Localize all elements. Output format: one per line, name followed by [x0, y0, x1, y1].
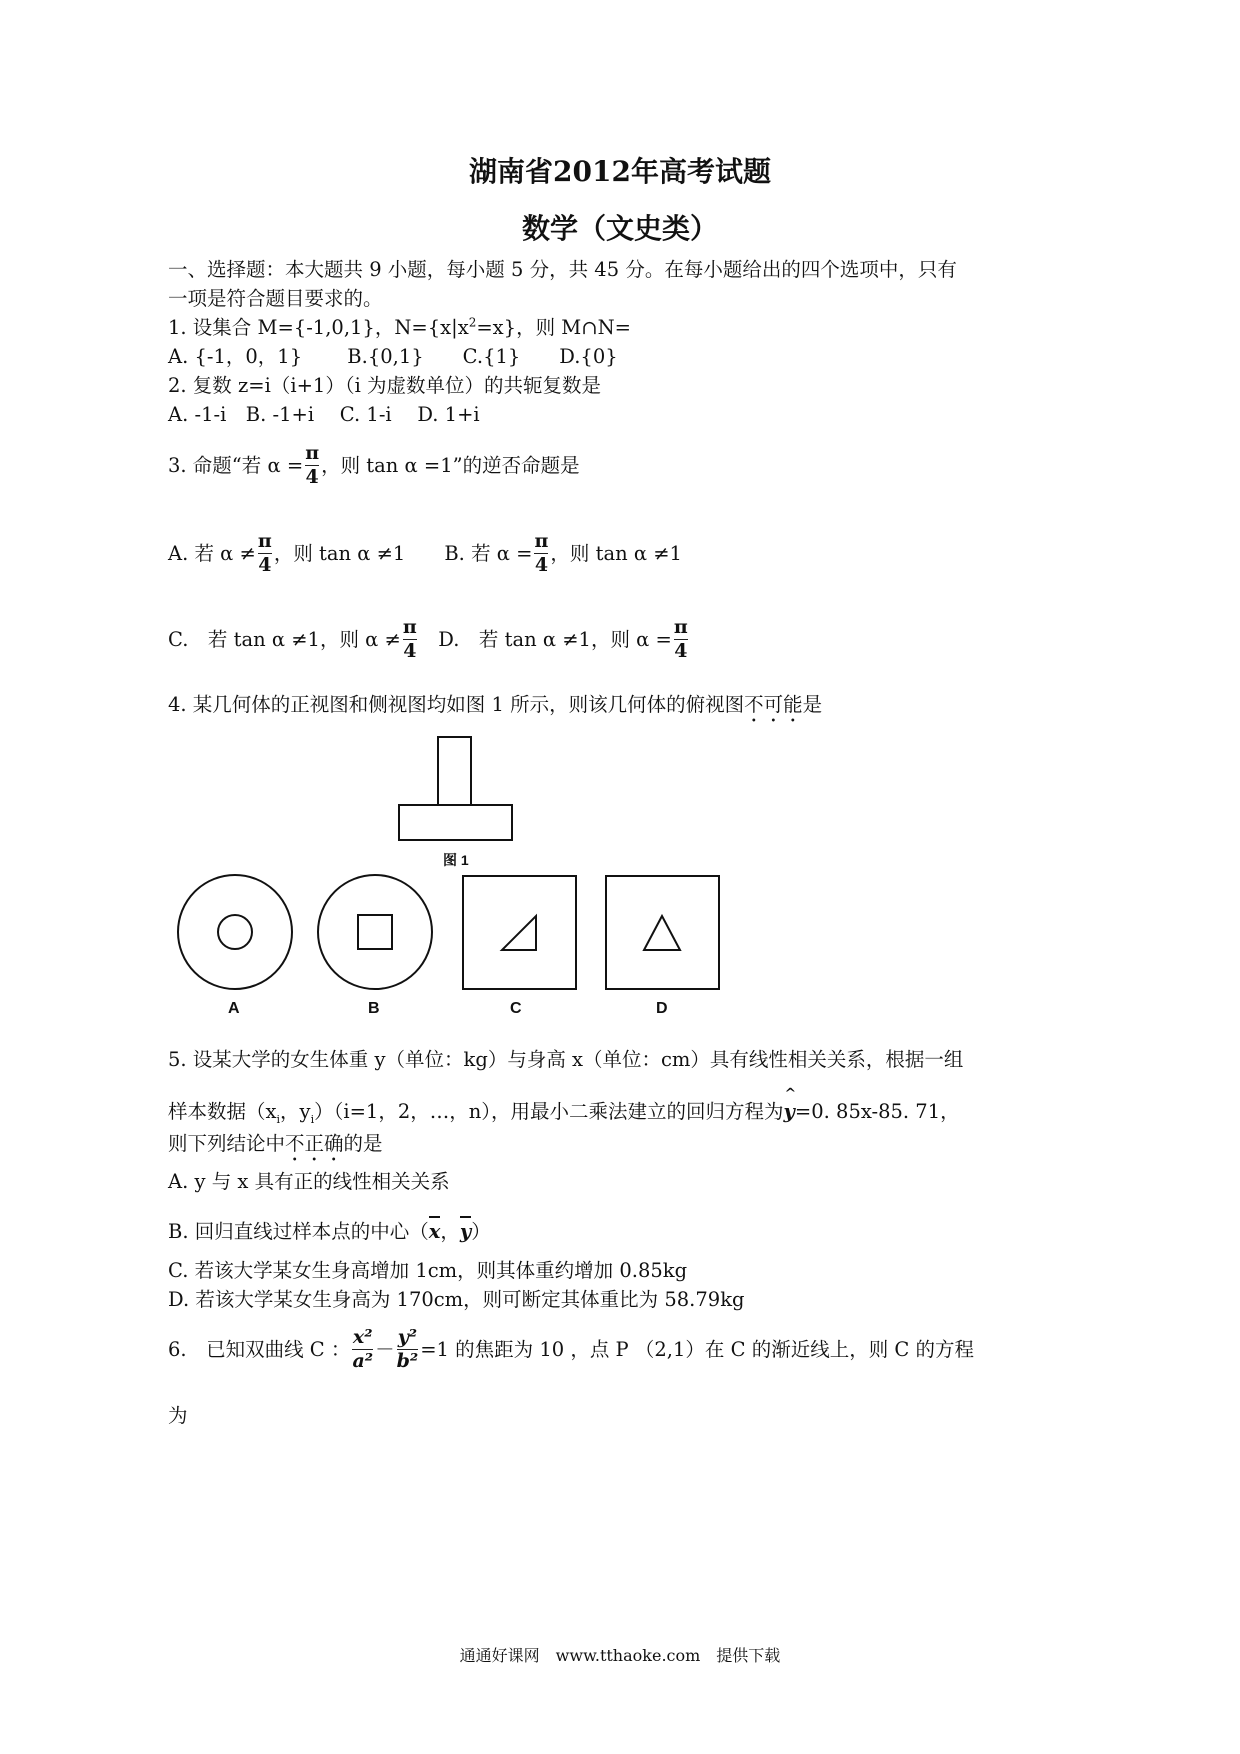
q5-stem-line2 — [168, 1096, 960, 1126]
q5-option-b-separator: ， — [440, 1220, 460, 1243]
option-a-outer-circle — [178, 875, 292, 989]
fraction-x2-over-a2 — [352, 1328, 373, 1371]
section-intro-line2: 一项是符合题目要求的。 — [168, 287, 383, 310]
q1-stem-superscript: 2 — [468, 315, 477, 330]
q4-stem-emphasis: 不可能 — [744, 693, 803, 716]
q5-line2-part-a: 样本数据（x — [168, 1100, 277, 1123]
q2-stem: 2. 复数 z=i（i+1）（i 为虚数单位）的共轭复数是 — [168, 374, 602, 397]
q5-line2-subscript-2: i — [310, 1112, 315, 1126]
page-subtitle: 数学（文史类） — [521, 212, 718, 245]
q5-line2-subscript-1: i — [276, 1112, 281, 1126]
y-bar-symbol: y — [459, 1220, 472, 1243]
q6-stem — [168, 1328, 974, 1371]
fraction-numerator: π — [257, 530, 272, 552]
fraction-numerator: π — [673, 616, 688, 638]
q4-stem-part-b: 是 — [802, 693, 823, 716]
q5-line3-part-a: 则下列结论中 — [168, 1132, 286, 1155]
fraction-numerator: π — [305, 442, 320, 464]
q6-stem-part-a: 6. 已知双曲线 C ： — [168, 1337, 351, 1361]
fraction-denominator: 4 — [305, 466, 319, 488]
q3-option-d-text: D. 若 tan α ≠1，则 α = — [418, 627, 672, 651]
fraction-pi-over-4 — [674, 618, 688, 661]
page-title: 湖南省2012年高考试题 — [469, 155, 771, 188]
q1-stem — [168, 312, 631, 340]
y-hat-symbol: ^ y — [784, 1100, 795, 1123]
option-b-outer-circle — [318, 875, 432, 989]
q5-line2-part-c: ）（i=1，2，…，n），用最小二乘法建立的回归方程为 — [314, 1100, 784, 1123]
q3-options-cd — [168, 618, 690, 661]
q5-line3-emphasis: 不正确 — [285, 1132, 344, 1155]
fraction-denominator: b² — [396, 1350, 419, 1372]
fraction-numerator: x² — [352, 1326, 373, 1348]
q5-option-b-part-a: B. 回归直线过样本点的中心（ — [168, 1220, 429, 1243]
q4-option-figures — [170, 872, 730, 1002]
x-bar-symbol: x — [428, 1220, 441, 1243]
q4-stem-part-a: 4. 某几何体的正视图和侧视图均如图 1 所示，则该几何体的俯视图 — [168, 693, 745, 716]
q3-stem-part-b: ，则 tan α =1”的逆否命题是 — [321, 453, 580, 477]
option-b-label: B — [368, 1000, 380, 1017]
fraction-numerator: π — [402, 616, 417, 638]
q5-option-d: D. 若该大学某女生身高为 170cm，则可断定其体重比为 58.79kg — [168, 1288, 745, 1311]
q5-option-b — [168, 1216, 491, 1244]
q5-option-a: A. y 与 x 具有正的线性相关关系 — [168, 1170, 450, 1193]
fraction-denominator: 4 — [674, 640, 688, 662]
page-footer: 通通好课网 www.tthaoke.com 提供下载 — [459, 1646, 781, 1665]
q1-options: A. {-1，0，1} B.{0,1} C.{1} D.{0} — [168, 345, 618, 368]
option-a-label: A — [228, 1000, 240, 1017]
q5-option-b-part-b: ） — [471, 1220, 491, 1243]
option-c-right-triangle — [502, 916, 536, 950]
q4-stem — [168, 689, 822, 727]
option-d-label: D — [656, 1000, 668, 1017]
q3-options-ab — [168, 532, 682, 575]
q5-stem-line1: 5. 设某大学的女生体重 y（单位：kg）与身高 x（单位：cm）具有线性相关关系，根据一组 — [168, 1048, 964, 1071]
q1-stem-part-a: 1. 设集合 M={-1,0,1}，N={x|x — [168, 316, 469, 339]
q6-stem-part-b: =1 的焦距为 10 ，点 P （2,1）在 C 的渐近线上，则 C 的方程 — [420, 1337, 975, 1361]
figure-1-upper-rect — [438, 737, 471, 805]
q3-option-c-text: C. 若 tan α ≠1，则 α ≠ — [168, 627, 401, 651]
option-d-outer-square — [606, 876, 719, 989]
q6-stem-continued: 为 — [168, 1404, 188, 1427]
fraction-numerator: π — [534, 530, 549, 552]
fraction-pi-over-4 — [403, 618, 417, 661]
figure-1-front-view — [390, 734, 530, 864]
fraction-y2-over-b2 — [397, 1328, 419, 1371]
fraction-pi-over-4 — [534, 532, 548, 575]
fraction-denominator: 4 — [258, 554, 272, 576]
option-c-label: C — [510, 1000, 522, 1017]
q1-stem-part-b: =x}，则 M∩N= — [476, 316, 631, 339]
q5-line3-part-b: 的是 — [343, 1132, 383, 1155]
q5-line2-part-b: ，y — [280, 1100, 311, 1123]
q3-stem-part-a: 3. 命题“若 α = — [168, 453, 304, 477]
q5-option-c: C. 若该大学某女生身高增加 1cm，则其体重约增加 0.85kg — [168, 1259, 688, 1282]
section-intro-line1: 一、选择题：本大题共 9 小题，每小题 5 分，共 45 分。在每小题给出的四个选项中，只有 — [168, 258, 957, 281]
fraction-denominator: a² — [352, 1350, 374, 1372]
option-a-inner-circle — [218, 915, 252, 949]
q3-option-b-text: ，则 tan α ≠1 B. 若 α = — [273, 541, 533, 565]
q2-options: A. -1-i B. -1+i C. 1-i D. 1+i — [168, 403, 480, 426]
fraction-pi-over-4 — [258, 532, 272, 575]
figure-1-caption: 图 1 — [443, 852, 469, 868]
q3-option-b-tail: ，则 tan α ≠1 — [550, 541, 682, 565]
q3-stem — [168, 444, 580, 487]
figure-1-base-rect — [399, 805, 512, 840]
minus-sign: － — [375, 1337, 395, 1361]
fraction-numerator: y² — [397, 1326, 418, 1348]
q5-stem-line3 — [168, 1128, 383, 1166]
fraction-pi-over-4 — [305, 444, 319, 487]
fraction-denominator: 4 — [403, 640, 417, 662]
q5-line2-part-d: =0. 85x-85. 71， — [794, 1100, 960, 1123]
q3-option-a-text: A. 若 α ≠ — [168, 541, 256, 565]
option-b-inner-square — [358, 915, 392, 949]
fraction-denominator: 4 — [534, 554, 549, 576]
option-d-triangle — [644, 916, 680, 950]
